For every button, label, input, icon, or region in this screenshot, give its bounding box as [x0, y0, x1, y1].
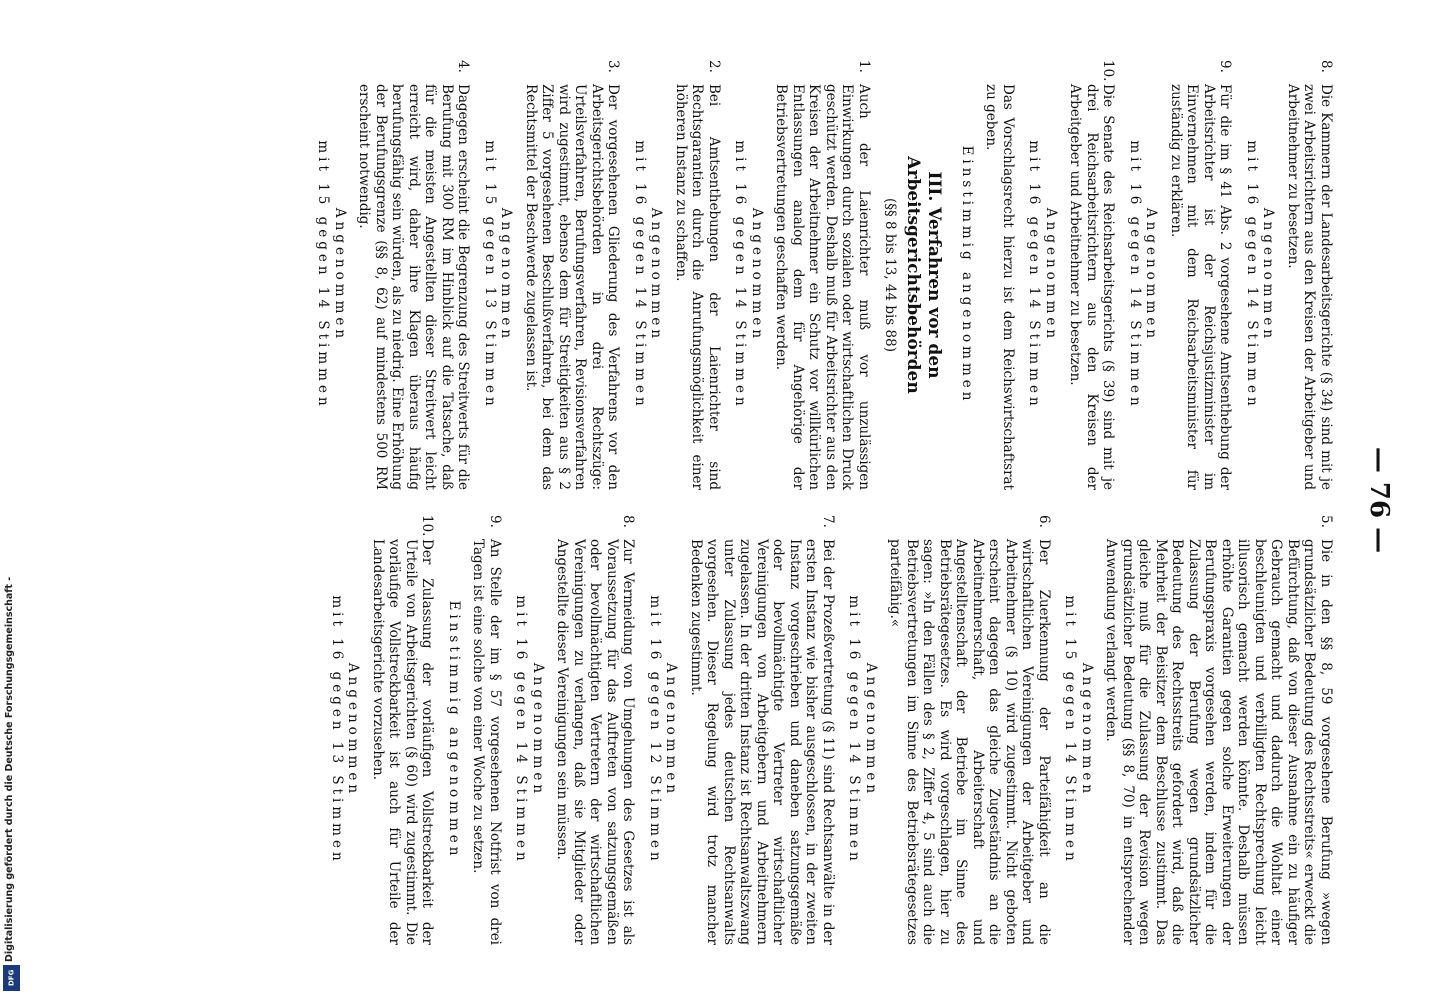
vote-result-line: Angenommen [530, 662, 546, 798]
dfg-logo: DFG [3, 965, 20, 991]
item-number: 1. [856, 60, 872, 73]
vote-result-line: mit 15 gegen 13 Stimmen [482, 140, 498, 410]
resolution-item [887, 515, 1052, 945]
item-text: Das Vorschlagsrecht hierzu ist dem Reichswirtschaftsrat zu geben. [983, 84, 1016, 490]
item-number: 7. [820, 515, 836, 528]
resolution-item [673, 60, 723, 490]
item-text: Zur Vermeidung von Umgehungen des Gesetzes ist als Voraussetzung für das Auftreten von satzungsgemäßen oder bevollmächtigten Vertretern der wirtschaftlichen Vereinigungen zu verlangen, daß sie Mitglieder oder Angestellte dieser Vereinigungen sein müssen. [554, 539, 637, 945]
vote-result [1062, 515, 1095, 945]
vote-result-line: mit 16 gegen 14 Stimmen [632, 140, 648, 410]
vote-result [632, 60, 665, 490]
vote-result-line: mit 15 gegen 14 Stimmen [1062, 595, 1079, 865]
vote-result-line: Angenommen [345, 662, 362, 798]
footer-credit: Digitalisierung gefördert durch die Deutsche Forschungsgemeinschaft - [4, 576, 15, 962]
item-number: 6. [1036, 515, 1052, 528]
item-number: 8. [620, 515, 637, 528]
left-column [305, 60, 1334, 490]
item-text: Die Kammern der Landesarbeitsgerichte (§ 34) sind mit je zwei Arbeitsrichtern aus den Kreisen der Arbeitgeber und Arbeitnehmer zu besetzen. [1285, 84, 1334, 490]
resolution-item [356, 60, 472, 490]
section-heading: III. Verfahren vor den Arbeitsgerichtsbehörden [903, 156, 945, 394]
page-number: — 76 — [1364, 446, 1394, 554]
resolution-item [983, 60, 1016, 490]
vote-result-line: Angenommen [863, 662, 879, 798]
vote-result [482, 60, 515, 490]
vote-result-line: mit 16 gegen 12 Stimmen [647, 595, 663, 865]
item-number: 4. [455, 60, 472, 73]
resolution-item [1285, 60, 1335, 490]
vote-result-line: Angenommen [1260, 207, 1277, 343]
vote-result-line: mit 16 gegen 14 Stimmen [846, 595, 863, 865]
vote-result [846, 515, 879, 945]
vote-result [315, 60, 348, 490]
vote-result-line: mit 16 gegen 14 Stimmen [1127, 140, 1143, 410]
resolution-item [470, 515, 503, 945]
vote-result [647, 515, 680, 945]
resolution-list-3 [329, 515, 1335, 945]
resolution-item [554, 515, 637, 945]
resolution-item [370, 515, 436, 945]
item-number: 10. [419, 515, 436, 537]
item-text: Die in den §§ 8, 59 vorgesehene Berufung »wegen grundsätzlicher Bedeutung des Rechtsstreits« erweckt die Befürchtung, daß von dieser Ausnahme ein zu häufiger Gebrauch gemacht und dadurch die Wohltat einer beschleunigten und verbilligten Rechtsprechung leicht illusorisch gemacht werden könnte. Deshalb müssen erhöhte Garantien gegen solche Erweiterungen der Berufungspraxis vorgesehen werden, indem für die Zulassung der Berufung wegen grundsätzlicher Bedeutung des Rechtsstreits gefordert wird, daß die Mehrheit der Beisitzer dem Beschlusse zustimmt. Das gleiche muß für die Zulassung der Revision wegen grundsätzlicher Bedeutung (§§ 8, 70) in entsprechender Anwendung verlangt werden. [1103, 539, 1334, 945]
item-number: 10. [1100, 60, 1117, 82]
vote-result-line: mit 16 gegen 14 Stimmen [1244, 140, 1260, 410]
vote-result-line: Angenommen [1079, 662, 1095, 798]
vote-result [1026, 60, 1059, 490]
item-text: An Stelle der im § 57 vorgesehenen Notfrist von drei Tagen ist eine solche von einer Woche zu setzen. [470, 539, 503, 945]
vote-result-line: Angenommen [1043, 207, 1059, 343]
item-text: Für die im § 41 Abs. 2 vorgesehene Amtsenthebung der Arbeitsrichter ist der Reichsjustizminister im Einvernehmen mit dem Reichsarbeitsminister für zuständig zu erklären. [1168, 84, 1234, 490]
vote-result-line: Einstimmig angenommen [446, 600, 462, 860]
item-text: Der vorgesehenen Gliederung des Verfahrens vor den Arbeitsgerichtsbehörden in drei Rechtszüge: Urteilsverfahren, Berufungsverfahren, Revisionsverfahren wird zugestimmt, ebenso dem für Streitigkeiten aus § 2 Ziffer 5 vorgesehenen Beschlußverfahren, bei dem das Rechtsmittel der Beschwerde zugelassen ist. [523, 84, 622, 490]
vote-result [959, 60, 976, 490]
item-text: Bei der Prozeßvertretung (§ 11) sind Rechtsanwälte in der ersten Instanz wie bisher ausgeschlossen, in der zweiten Instanz vorgeschrieben und daneben satzungsgemäße oder bevollmächtigte Vertreter wirtschaftlicher Vereinigungen von Arbeitgebern und Arbeitnehmern zugelassen. In der dritten Instanz ist Rechtsanwaltszwang unter Zulassung jedes deutschen Rechtsanwalts vorgesehen. Dieser Regelung wird trotz mancher Bedenken zugestimmt. [688, 539, 836, 945]
vote-result-line: mit 15 gegen 14 Stimmen [315, 140, 332, 410]
vote-result [446, 515, 463, 945]
vote-result-line: Angenommen [498, 207, 515, 343]
vote-result-line: Angenommen [1143, 207, 1160, 343]
resolution-item [1103, 515, 1334, 945]
resolution-list-2 [315, 60, 872, 490]
resolution-item [773, 60, 872, 490]
resolution-item [1067, 60, 1117, 490]
item-text: Die Senate des Reichsarbeitsgerichts (§ 39) sind mit je drei Reichsarbeitsrichtern aus den Kreisen der Arbeitgeber und Arbeitnehmer zu besetzen. [1067, 84, 1117, 490]
vote-result [1127, 60, 1160, 490]
item-number: 8. [1318, 60, 1334, 73]
digitization-footer [2, 0, 22, 1000]
resolution-list-1 [959, 60, 1335, 490]
resolution-item [688, 515, 837, 945]
item-number: 9. [487, 515, 503, 528]
item-number: 2. [706, 60, 722, 73]
vote-result-line: Angenommen [663, 662, 680, 798]
vote-result [1244, 60, 1277, 490]
vote-result-line: Angenommen [749, 207, 765, 343]
item-text: Auch der Laienrichter muß vor unzulässigen Einwirkungen durch sozialen oder wirtschaftlichen Druck geschützt werden. Deshalb muß für Arbeitsrichter aus den Kreisen der Arbeitnehmer ein Schutz vor willkürlichen Entlassungen analog dem für Angehörige der Betriebsvertretungen geschaffen werden. [773, 84, 872, 490]
vote-result-line: mit 16 gegen 13 Stimmen [329, 595, 345, 865]
item-number: 9. [1217, 60, 1234, 73]
vote-result-line: mit 16 gegen 14 Stimmen [513, 595, 530, 865]
item-text: Dagegen erscheint die Begrenzung des Streitwerts für die Berufung mit 300 RM im Hinblick auf die Tatsache, daß für die meisten Angestellten dieser Streitwert leicht erreicht wird, daher ihre Klagen überaus häufig berufungsfähig sein würden, als zu niedrig. Eine Erhöhung der Berufungsgrenze (§§ 8, 62) auf mindestens 500 RM erscheint notwendig. [356, 84, 472, 490]
item-text: Der Zulassung der vorläufigen Vollstreckbarkeit der Urteile von Arbeitsgerichten (§ 60) wird zugestimmt. Die vorläufige Vollstreckbarkeit ist auch für Urteile der Landesarbeitsgerichte vorzusehen. [370, 539, 436, 945]
vote-result-line: Einstimmig angenommen [959, 145, 975, 405]
item-text: Bei Amtsenthebungen der Laienrichter sind Rechtsgarantien durch die Anrufungsmöglichkeit einer höheren Instanz zu schaffen. [673, 84, 722, 490]
item-number: 3. [605, 60, 622, 73]
vote-result-line: Angenommen [648, 207, 665, 343]
section-subheading: (§§ 8 bis 13, 44 bis 88) [882, 198, 899, 352]
item-text: Der Zuerkennung der Parteifähigkeit an die wirtschaftlichen Vereinigungen der Arbeitgeber und Arbeitnehmer (§ 10) wird zugestimmt. Nicht geboten erscheint dagegen das gleiche Zugeständnis an die Arbeitnehmerschaft, Arbeiterschaft und Angestelltenschaft der Betriebe im Sinne des Betriebsrätegesetzes. Es wird vorgeschlagen, hier zu sagen: »In den Fällen des § 2, Ziffer 4, 5 sind auch die Betriebsvertretungen im Sinne des Betriebsrätegesetzes parteifähig.« [887, 539, 1052, 945]
vote-result-line: Angenommen [332, 207, 348, 343]
vote-result-line: mit 16 gegen 14 Stimmen [1026, 140, 1043, 410]
resolution-item [523, 60, 622, 490]
item-number: 5. [1318, 515, 1334, 528]
resolution-item [1168, 60, 1234, 490]
right-column [319, 515, 1335, 945]
vote-result [513, 515, 546, 945]
vote-result [329, 515, 362, 945]
vote-result-line: mit 16 gegen 14 Stimmen [732, 140, 749, 410]
vote-result [732, 60, 765, 490]
